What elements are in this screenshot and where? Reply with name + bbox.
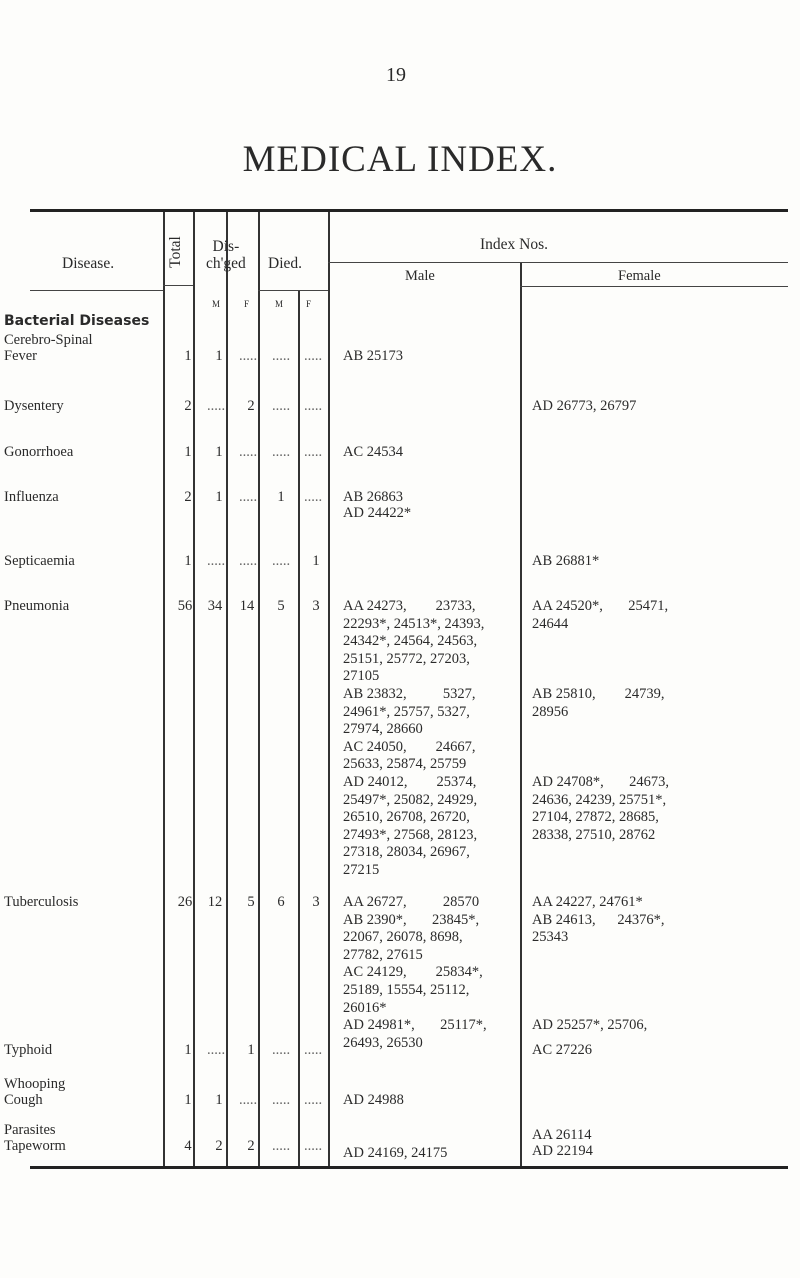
male-header: Male (405, 268, 435, 284)
discharged-f-cell: 5 (247, 894, 255, 910)
discharged-f-cell: 14 (239, 598, 255, 614)
page-title: MEDICAL INDEX. (242, 139, 558, 180)
discharged-f-cell: ..... (238, 1092, 258, 1108)
header-rule (30, 290, 163, 291)
column-rule (163, 212, 165, 1166)
female-header: Female (618, 268, 661, 284)
discharged-m-cell: ..... (206, 1042, 226, 1058)
header-rule (258, 290, 328, 291)
total-cell: 1 (184, 553, 192, 569)
header-rule (163, 285, 193, 286)
died-m-cell: ..... (271, 1092, 291, 1108)
died-m-cell: ..... (271, 1138, 291, 1154)
male-index-cell: AA 24273, 23733, 22293*, 24513*, 24393, 24342*, 24564, 24563, 25151, 25772, 27203, 27105 AB 23832, 5327, 24961*, 25757, 5327, 27974, 28660 AC 24050, 24667, 25633, 25874, 25759 AD 24012, 25374, 25497*, 25082, 24929, 26510, 26708, 26720, 27493*, 27568, 28123, 27318, 28034, 26967, 27215 (343, 598, 485, 878)
discharged-m-cell: ..... (206, 553, 226, 569)
disease-name: Pneumonia (4, 598, 70, 614)
disease-name: Dysentery (4, 398, 64, 414)
discharged-f-subheader: F (244, 299, 250, 309)
page-number: 19 (386, 64, 406, 86)
female-index-cell: AA 24520*, 25471, 24644 AB 25810, 24739, 28956 AD 24708*, 24673, 24636, 24239, 25751*, 27104, 27872, 28685, 28338, 27510, 28762 (532, 598, 669, 843)
disease-name: Tuberculosis (4, 894, 79, 910)
died-m-cell: ..... (271, 398, 291, 414)
total-cell: 2 (184, 489, 192, 505)
table-bottom-rule (30, 1166, 788, 1169)
died-f-cell: 1 (312, 553, 320, 569)
died-f-cell: ..... (303, 1042, 323, 1058)
column-rule (328, 212, 330, 1166)
index-nos-header: Index Nos. (480, 236, 549, 253)
died-m-subheader: M (275, 299, 284, 309)
discharged-m-cell: 2 (215, 1138, 223, 1154)
discharged-f-cell: 1 (247, 1042, 255, 1058)
discharged-m-cell: 1 (215, 489, 223, 505)
died-m-cell: 5 (277, 598, 285, 614)
died-m-cell: 6 (277, 894, 285, 910)
died-m-cell: ..... (271, 348, 291, 364)
died-f-cell: ..... (303, 489, 323, 505)
disease-name: Cerebro-Spinal Fever (4, 332, 93, 364)
disease-name: Influenza (4, 489, 59, 505)
died-m-cell: ..... (271, 1042, 291, 1058)
discharged-m-cell: 1 (215, 348, 223, 364)
female-index-cell: AA 26114 AD 22194 (532, 1127, 593, 1159)
discharged-f-cell: ..... (238, 489, 258, 505)
discharged-m-cell: 1 (215, 444, 223, 460)
disease-name: Septicaemia (4, 553, 75, 569)
total-cell: 1 (184, 1092, 192, 1108)
female-index-cell: AC 27226 (532, 1042, 593, 1058)
discharged-m-subheader: M (212, 299, 221, 309)
male-index-cell: AD 24988 (343, 1092, 404, 1108)
disease-name: Parasites Tapeworm (4, 1122, 66, 1154)
died-f-cell: 3 (312, 894, 320, 910)
discharged-m-cell: 1 (215, 1092, 223, 1108)
discharged-f-cell: ..... (238, 348, 258, 364)
died-m-cell: ..... (271, 553, 291, 569)
disease-name: Typhoid (4, 1042, 53, 1058)
died-m-cell: ..... (271, 444, 291, 460)
male-index-cell: AA 26727, 28570 AB 2390*, 23845*, 22067, 26078, 8698, 27782, 27615 AC 24129, 25834*, 25189, 15554, 25112, 26016* AD 24981*, 25117*, 26493, 26530 (343, 894, 487, 1051)
total-cell: 1 (184, 444, 192, 460)
died-f-subheader: F (306, 299, 312, 309)
female-index-cell: AD 26773, 26797 (532, 398, 637, 414)
discharged-m-cell: 34 (207, 598, 223, 614)
died-header: Died. (268, 255, 303, 272)
column-rule (520, 262, 522, 1166)
total-cell: 1 (184, 348, 192, 364)
table-top-rule (30, 209, 788, 212)
discharged-f-cell: ..... (238, 553, 258, 569)
female-index-cell: AA 24227, 24761* AB 24613, 24376*, 25343 AD 25257*, 25706, (532, 894, 665, 1034)
disease-header: Disease. (62, 255, 115, 272)
male-index-cell: AD 24169, 24175 (343, 1145, 448, 1161)
category-heading: Bacterial Diseases (4, 313, 150, 329)
discharged-f-cell: 2 (247, 398, 255, 414)
total-cell: 56 (177, 598, 193, 614)
total-cell: 2 (184, 398, 192, 414)
died-f-cell: ..... (303, 1138, 323, 1154)
male-index-cell: AC 24534 (343, 444, 404, 460)
column-rule (298, 290, 300, 1166)
male-index-cell: AB 26863 AD 24422* (343, 489, 412, 521)
died-f-cell: ..... (303, 1092, 323, 1108)
discharged-m-cell: 12 (207, 894, 223, 910)
died-m-cell: 1 (277, 489, 285, 505)
male-index-cell: AB 25173 (343, 348, 404, 364)
discharged-m-cell: ..... (206, 398, 226, 414)
died-f-cell: ..... (303, 348, 323, 364)
total-cell: 1 (184, 1042, 192, 1058)
total-cell: 26 (177, 894, 193, 910)
died-f-cell: ..... (303, 398, 323, 414)
discharged-f-cell: ..... (238, 444, 258, 460)
discharged-f-cell: 2 (247, 1138, 255, 1154)
died-f-cell: ..... (303, 444, 323, 460)
disease-name: Gonorrhoea (4, 444, 74, 460)
total-cell: 4 (184, 1138, 192, 1154)
discharged-header: Dis- ch'ged (206, 238, 246, 272)
died-f-cell: 3 (312, 598, 320, 614)
disease-name: Whooping Cough (4, 1076, 66, 1108)
header-rule (328, 262, 788, 263)
header-rule (520, 286, 788, 287)
total-header: Total (167, 236, 184, 268)
female-index-cell: AB 26881* (532, 553, 600, 569)
